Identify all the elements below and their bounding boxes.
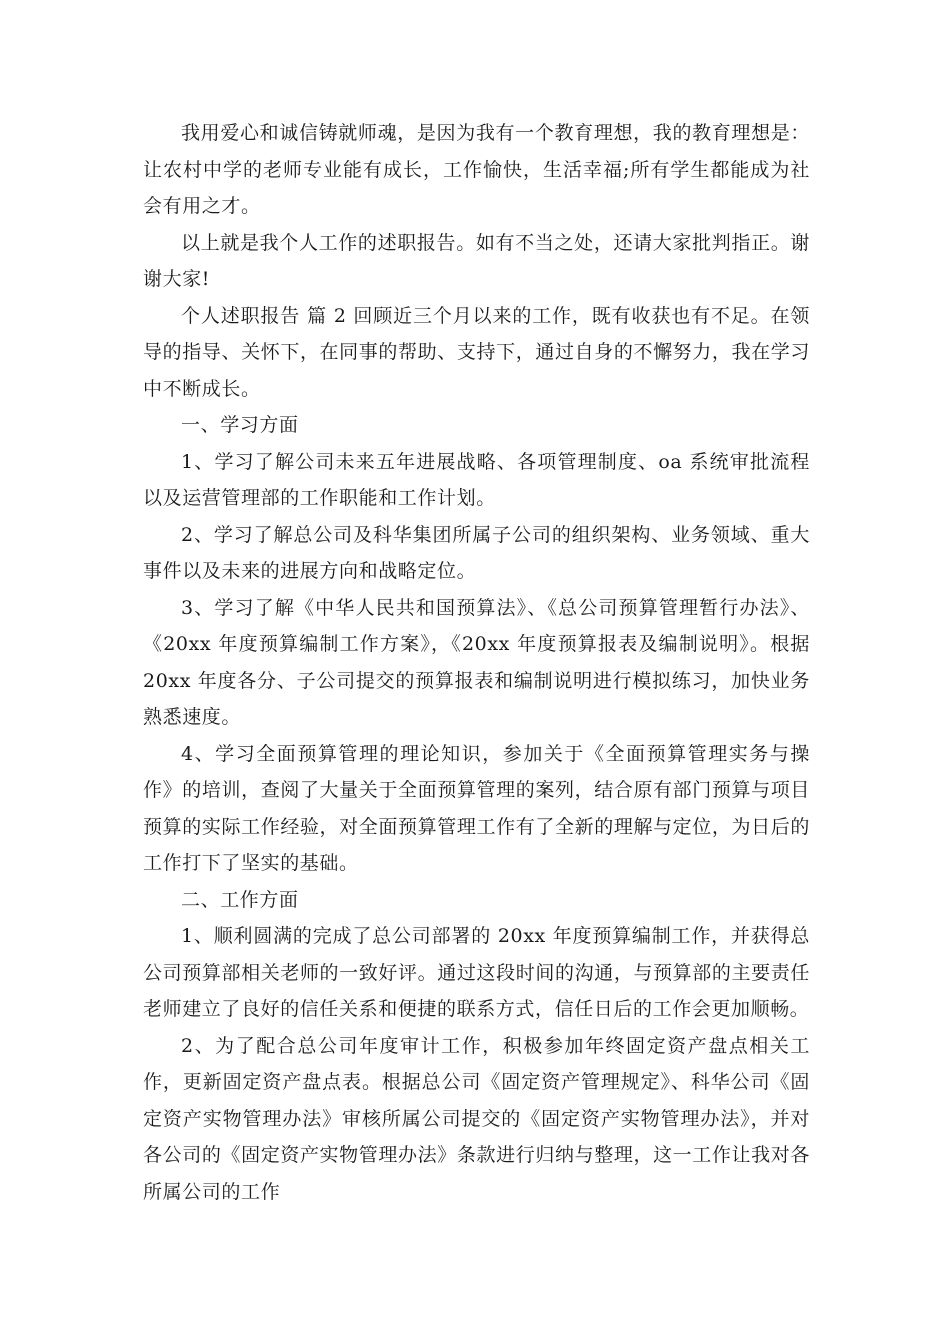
paragraph-work-item-2: 2、为了配合总公司年度审计工作，积极参加年终固定资产盘点相关工作，更新固定资产盘点表。根据总公司《固定资产管理规定》、科华公司《固定资产实物管理办法》审核所属公司提交的《固定资产实物管理办法》，并对各公司的《固定资产实物管理办法》条款进行归纳与整理，这一工作让我对各所属公司的工作 <box>143 1034 810 1203</box>
document-body <box>143 115 810 1210</box>
paragraph-study-item-1: 1、学习了解公司未来五年进展战略、各项管理制度、oa 系统审批流程以及运营管理部的工作职能和工作计划。 <box>143 450 810 509</box>
paragraph-closing-thanks: 以上就是我个人工作的述职报告。如有不当之处，还请大家批判指正。谢谢大家! <box>143 231 810 290</box>
paragraph-study-item-4: 4、学习全面预算管理的理论知识，参加关于《全面预算管理实务与操作》的培训，查阅了大量关于全面预算管理的案列，结合原有部门预算与项目预算的实际工作经验，对全面预算管理工作有了全新的理解与定位，为日后的工作打下了坚实的基础。 <box>143 742 810 874</box>
paragraph-study-item-3: 3、学习了解《中华人民共和国预算法》、《总公司预算管理暂行办法》、《20xx 年度预算编制工作方案》，《20xx 年度预算报表及编制说明》。根据 20xx 年度各分、子公司提交的预算报表和编制说明进行模拟练习，加快业务熟悉速度。 <box>143 596 810 728</box>
paragraph-study-item-2: 2、学习了解总公司及科华集团所属子公司的组织架构、业务领域、重大事件以及未来的进展方向和战略定位。 <box>143 523 810 582</box>
paragraph-report-2-intro: 个人述职报告 篇 2 回顾近三个月以来的工作，既有收获也有不足。在领导的指导、关怀下，在同事的帮助、支持下，通过自身的不懈努力，我在学习中不断成长。 <box>143 304 810 400</box>
paragraph-teaching-ideal: 我用爱心和诚信铸就师魂，是因为我有一个教育理想，我的教育理想是：让农村中学的老师专业能有成长，工作愉快，生活幸福;所有学生都能成为社会有用之才。 <box>143 122 810 217</box>
section-heading-work: 二、工作方面 <box>181 888 299 911</box>
paragraph-work-item-1: 1、顺利圆满的完成了总公司部署的 20xx 年度预算编制工作，并获得总公司预算部相关老师的一致好评。通过这段时间的沟通，与预算部的主要责任老师建立了良好的信任关系和便捷的联系方式，信任日后的工作会更加顺畅。 <box>143 925 810 1020</box>
section-heading-study: 一、学习方面 <box>181 414 299 436</box>
